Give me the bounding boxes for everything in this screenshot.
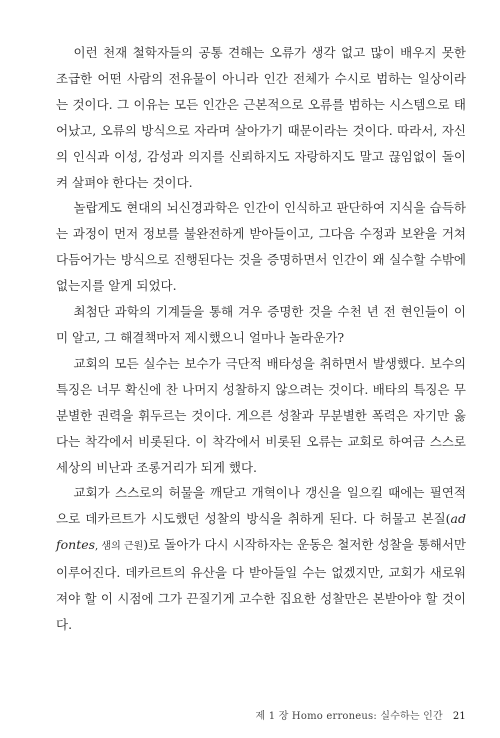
body-text [56,40,466,638]
paragraph-4: 교회의 모든 실수는 보수가 극단적 배타성을 취하면서 발생했다. 보수의 특징은 너무 확신에 찬 나머지 성찰하지 않으려는 것이다. 배타의 특징은 무분별한 권력을 휘두르는 것이다. 게으른 성찰과 무분별한 폭력은 자기만 옳다는 착각에서 비롯된다. 이 착각에서 비롯된 오류는 교회로 하여금 스스로 세상의 비난과 조롱거리가 되게 했다. [56,355,466,475]
page-number: 21 [452,711,466,722]
paragraph-5 [56,480,466,637]
paragraph-2: 놀랍게도 현대의 뇌신경과학은 인간이 인식하고 판단하여 지식을 습득하는 과정이 먼저 정보를 불완전하게 받아들이고, 그다음 수정과 보완을 거쳐 다듬어가는 방식으로 진행된다는 것을 증명하면서 인간이 왜 실수할 수밖에 없는지를 알게 되었다. [56,200,466,294]
paragraph-5-part-2: )로 돌아가 다시 시작하자는 운동은 철저한 성찰을 통해서만 이루어진다. 데카르트의 유산을 다 받아들일 수는 없겠지만, 교회가 새로워져야 할 이 시점에 그가 끈질기게 고수한 집요한 성찰만은 본받아야 할 것이다. [56,537,466,632]
paragraph-5-part-1: 교회가 스스로의 허물을 깨닫고 개혁이나 갱신을 일으킬 때에는 필연적으로 데카르트가 시도했던 성찰의 방식을 취하게 된다. 다 허물고 본질( [56,485,466,527]
latin-term: ad fontes [56,511,466,553]
latin-gloss: , 샘의 근원 [95,541,144,553]
paragraph-3: 최첨단 과학의 기계들을 통해 겨우 증명한 것을 수천 년 전 현인들이 이미 알고, 그 해결책마저 제시했으니 얼마나 놀라운가? [56,304,466,345]
running-footer [56,707,466,722]
paragraph-1: 이런 천재 철학자들의 공통 견해는 오류가 생각 없고 많이 배우지 못한 조급한 어떤 사람의 전유물이 아니라 인간 전체가 수시로 범하는 일상이라는 것이다. 그 이유는 모든 인간은 근본적으로 오류를 범하는 시스템으로 태어났고, 오류의 방식으로 자라며 살아가기 때문이라는 것이다. 따라서, 자신의 인식과 이성, 감성과 의지를 신뢰하지도 자랑하지도 말고 끊임없이 돌이켜 살펴야 한다는 것이다. [56,45,466,190]
chapter-title: 제 1 장 Homo erroneus: 실수하는 인간 [255,711,443,722]
